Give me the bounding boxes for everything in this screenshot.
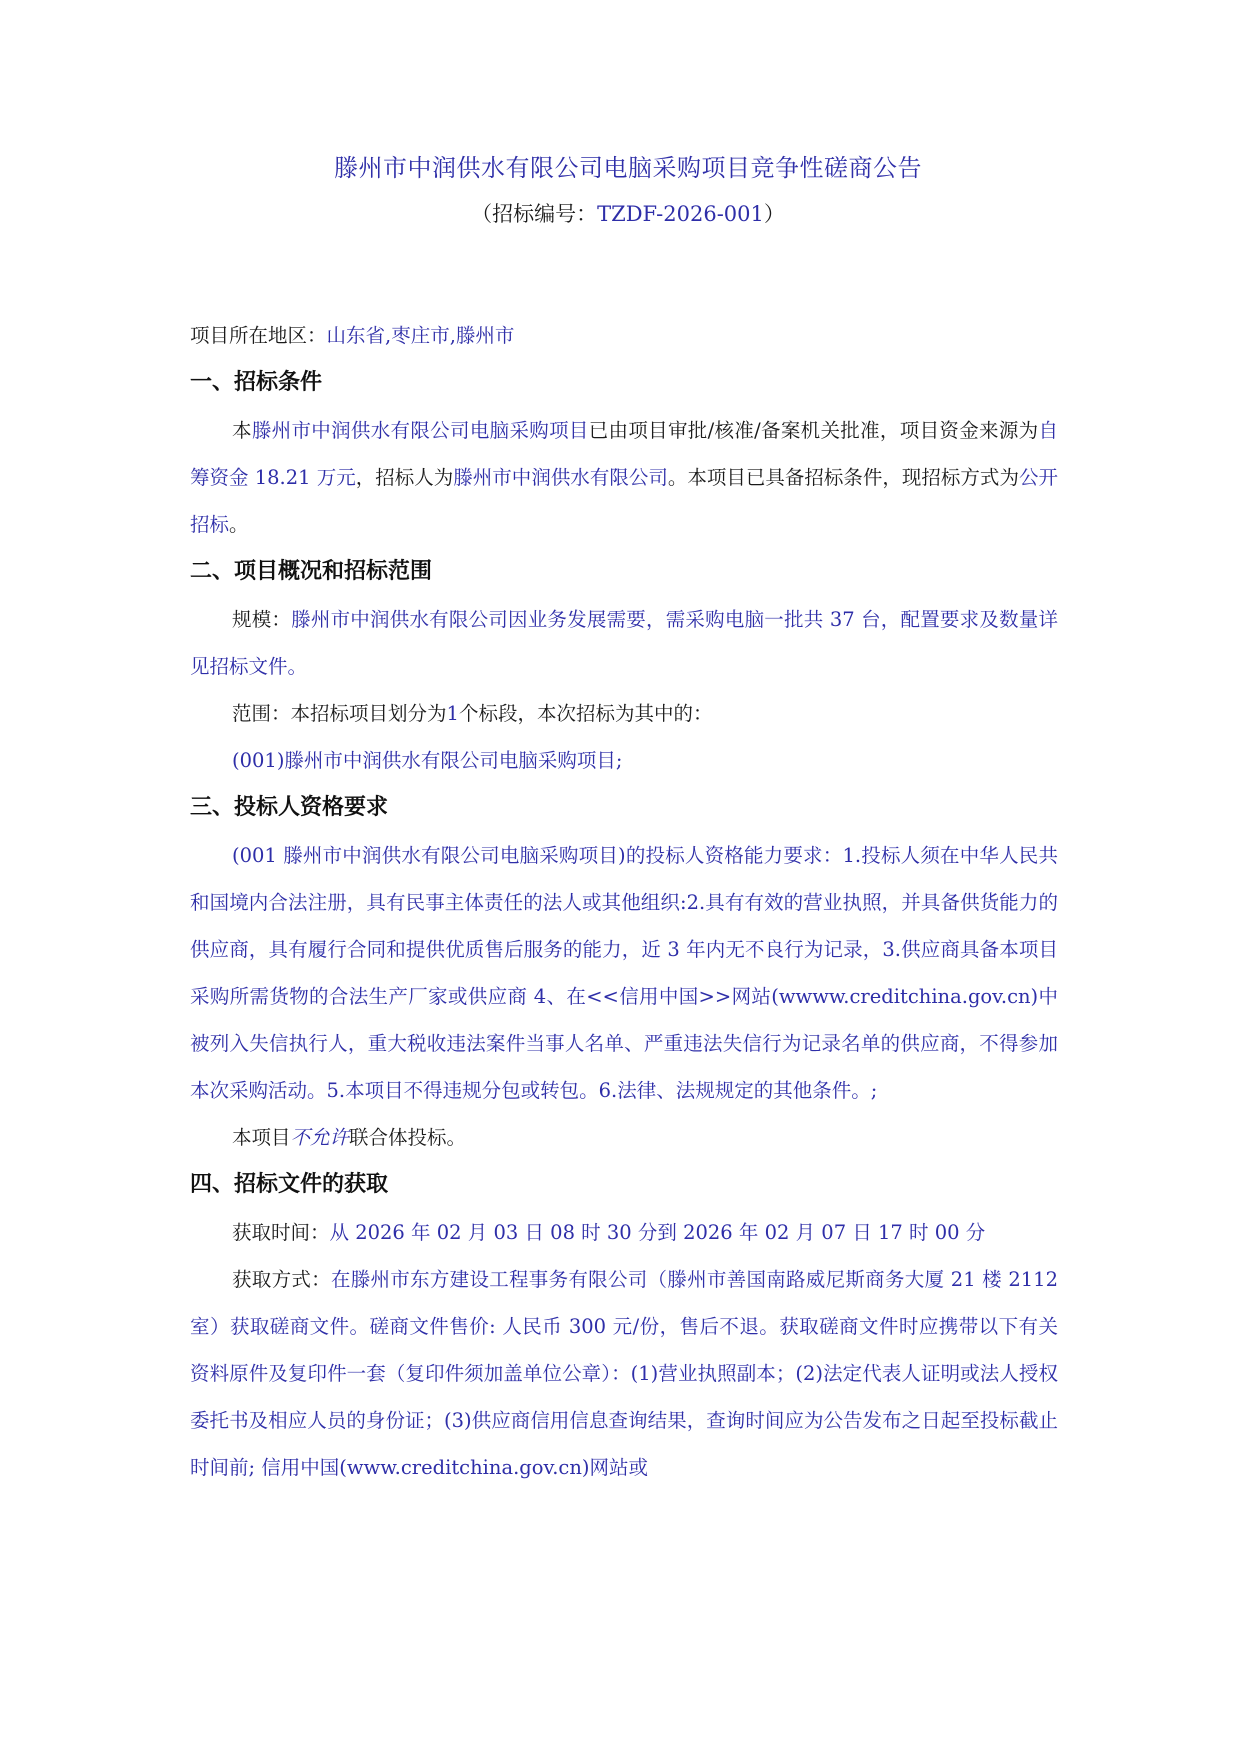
document-body — [190, 312, 1058, 1491]
tender-method: 公开招标 — [190, 466, 1058, 536]
qualification-requirements: (001 滕州市中润供水有限公司电脑采购项目)的投标人资格能力要求：1.投标人须在中华人民共和国境内合法注册，具有民事主体责任的法人或其他组织:2.具有有效的营业执照，并具备供货能力的供应商，具有履行合同和提供优质售后服务的能力，近 3 年内无不良行为记录，3.供应商具备本项目采购所需货物的合法生产厂家或供应商 4、在<<信用中国>>网站(wwww.creditchina.gov.cn)中被列入失信执行人，重大税收违法案件当事人名单、严重违法失信行为记录名单的供应商，不得参加本次采购活动。5.本项目不得违规分包或转包。6.法律、法规规定的其他条件。; — [190, 844, 1058, 1102]
section-heading-obtain-documents: 四、招标文件的获取 — [190, 1172, 389, 1197]
project-region — [190, 312, 1058, 359]
scope-label: 范围：本招标项目划分为 — [232, 702, 447, 725]
text: 已由项目审批/核准/备案机关批准，项目资金来源为 — [588, 419, 1039, 442]
obtain-time-line — [190, 1209, 1058, 1256]
tender-number — [0, 198, 1256, 228]
section-heading-tender-conditions: 一、招标条件 — [190, 370, 323, 395]
region-value: 山东省,枣庄市,滕州市 — [326, 324, 515, 347]
lot-item: (001)滕州市中润供水有限公司电脑采购项目; — [232, 749, 623, 772]
obtain-method-value: 在滕州市东方建设工程事务有限公司（滕州市善国南路威尼斯商务大厦 21 楼 2112 室）获取磋商文件。磋商文件售价: 人民币 300 元/份，售后不退。获取磋商文件时应携带以下有关资料原件及复印件一套（复印件须加盖单位公章）：(1)营业执照副本；(2)法定代表人证明或法人授权委托书及相应人员的身份证；(3)供应商信用信息查询结果，查询时间应为公告发布之日起至投标截止时间前; 信用中国(www.creditchina.gov.cn)网站或 — [190, 1268, 1058, 1479]
document-title: 滕州市中润供水有限公司电脑采购项目竞争性磋商公告 — [334, 154, 922, 182]
text: 联合体投标。 — [349, 1126, 467, 1149]
tender-number-close: ） — [763, 202, 785, 226]
scope-rest: 个标段，本次招标为其中的： — [458, 702, 713, 725]
tender-code: TZDF-2026-001 — [597, 202, 764, 226]
obtain-method-label: 获取方式： — [232, 1268, 331, 1291]
obtain-time-value: 从 2026 年 02 月 03 日 08 时 30 分到 2026 年 02 月 07 日 17 时 00 分 — [329, 1221, 986, 1244]
text: 本 — [232, 419, 252, 442]
consortium-value: 不允许 — [290, 1126, 350, 1149]
consortium-line — [190, 1114, 1058, 1161]
text: 本项目 — [232, 1126, 291, 1149]
section-heading-project-overview: 二、项目概况和招标范围 — [190, 559, 433, 584]
text: ，招标人为 — [355, 466, 454, 489]
text: 。 — [229, 513, 249, 536]
scope-count: 1 — [446, 702, 459, 725]
text: 。本项目已具备招标条件，现招标方式为 — [667, 466, 1019, 489]
project-name: 滕州市中润供水有限公司电脑采购项目 — [251, 419, 589, 442]
project-scale-paragraph — [190, 596, 1058, 690]
tender-conditions-paragraph — [190, 407, 1058, 548]
project-scope-line — [190, 690, 1058, 737]
obtain-time-label: 获取时间： — [232, 1221, 330, 1244]
section-heading-bidder-qualifications: 三、投标人资格要求 — [190, 795, 389, 820]
funding-source: 自筹资金 18.21 万元 — [190, 419, 1058, 489]
obtain-method-paragraph — [190, 1256, 1058, 1491]
tenderer-name: 滕州市中润供水有限公司 — [453, 466, 668, 489]
region-label: 项目所在地区： — [190, 324, 327, 347]
tender-number-label: （招标编号： — [471, 202, 598, 226]
scale-value: 滕州市中润供水有限公司因业务发展需要，需采购电脑一批共 37 台，配置要求及数量详见招标文件。 — [190, 608, 1058, 678]
scale-label: 规模： — [232, 608, 292, 631]
